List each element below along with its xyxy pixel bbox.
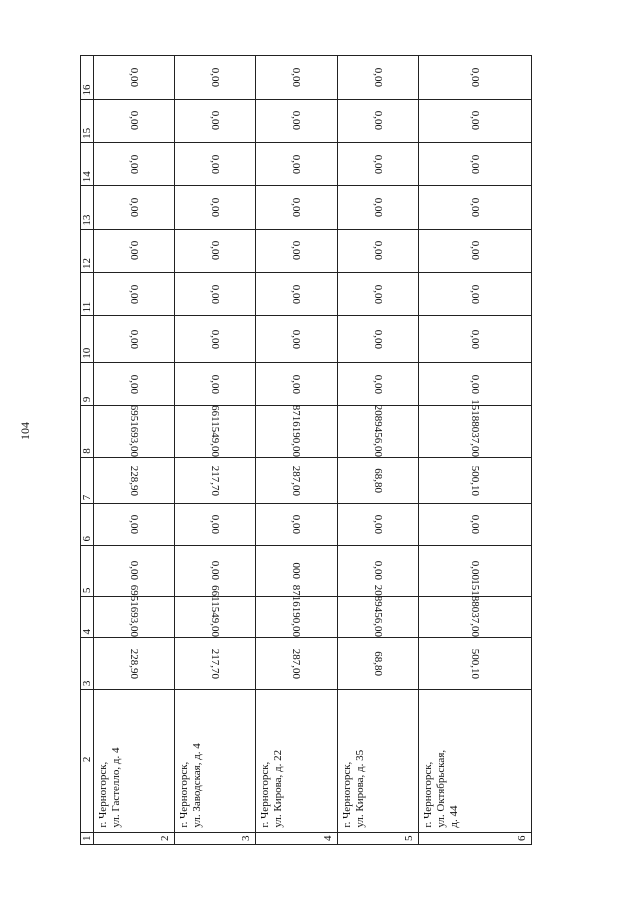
- value-cell: 0,00: [175, 186, 256, 229]
- value-cell: 217,70: [175, 457, 256, 503]
- address-cell: г. Черногорск, ул. Кирова, д. 22: [256, 690, 337, 833]
- column-header: 10: [81, 316, 94, 362]
- value-cell: 287,00: [256, 638, 337, 690]
- column-header: 13: [81, 186, 94, 229]
- value-cell: 0,00: [337, 99, 418, 142]
- data-table: [80, 55, 532, 845]
- value-cell: 0,00: [256, 229, 337, 272]
- column-header: 16: [81, 56, 94, 100]
- value-cell: 0,00: [337, 362, 418, 405]
- table-container: [80, 55, 532, 845]
- value-cell: 8716190,00: [256, 597, 337, 638]
- value-cell: 287,00: [256, 457, 337, 503]
- value-cell: 228,90: [94, 638, 175, 690]
- value-cell: 0,00: [94, 99, 175, 142]
- value-cell: 0,00: [337, 229, 418, 272]
- value-cell: 217,70: [175, 638, 256, 690]
- column-header: 2: [81, 690, 94, 833]
- value-cell: 0,00: [337, 545, 418, 597]
- value-cell: 0,00: [94, 316, 175, 362]
- value-cell: 0,00: [94, 545, 175, 597]
- column-header: 9: [81, 362, 94, 405]
- value-cell: 0,00: [418, 142, 531, 185]
- value-cell: 0,00: [175, 504, 256, 545]
- value-cell: 0,00: [337, 272, 418, 315]
- table-row: [94, 56, 175, 845]
- value-cell: 0,00: [418, 316, 531, 362]
- value-cell: 0,00: [418, 504, 531, 545]
- value-cell: 0,00: [418, 56, 531, 100]
- value-cell: 500,10: [418, 638, 531, 690]
- value-cell: 0,00: [94, 504, 175, 545]
- column-header: 3: [81, 638, 94, 690]
- column-header: 8: [81, 406, 94, 458]
- value-cell: 0,00: [418, 272, 531, 315]
- value-cell: 0,00: [175, 272, 256, 315]
- table-row: [337, 56, 418, 845]
- row-index: 6: [418, 832, 531, 844]
- value-cell: 0,00: [175, 316, 256, 362]
- value-cell: 0,00: [175, 362, 256, 405]
- column-header: 5: [81, 545, 94, 597]
- value-cell: 0,00: [337, 142, 418, 185]
- address-cell: г. Черногорск, ул. Октябрьская, д. 44: [418, 690, 531, 833]
- value-cell: 0,00: [256, 99, 337, 142]
- column-header: 4: [81, 597, 94, 638]
- value-cell: 0,00: [337, 56, 418, 100]
- value-cell: 0,00: [256, 186, 337, 229]
- value-cell: 0,00: [256, 316, 337, 362]
- column-header: 6: [81, 504, 94, 545]
- value-cell: 0,00: [256, 504, 337, 545]
- value-cell: 15188037,00: [418, 406, 531, 458]
- row-index: 3: [175, 832, 256, 844]
- address-cell: г. Черногорск, ул. Гастелло, д. 4: [94, 690, 175, 833]
- value-cell: 0,00: [337, 504, 418, 545]
- value-cell: 0,00: [94, 229, 175, 272]
- value-cell: 0,00: [256, 362, 337, 405]
- header-row: [81, 56, 94, 845]
- value-cell: 0,00: [418, 545, 531, 597]
- table-row: [175, 56, 256, 845]
- value-cell: 0,00: [94, 56, 175, 100]
- value-cell: 0,00: [175, 56, 256, 100]
- value-cell: 8716190,00: [256, 406, 337, 458]
- column-header: 7: [81, 457, 94, 503]
- address-cell: г. Черногорск, ул. Заводская, д. 4: [175, 690, 256, 833]
- address-cell: г. Черногорск, ул. Кирова, д. 35: [337, 690, 418, 833]
- value-cell: 6611549,00: [175, 406, 256, 458]
- value-cell: 0,00: [94, 142, 175, 185]
- value-cell: 6951693,00: [94, 406, 175, 458]
- column-header: 14: [81, 142, 94, 185]
- row-index: 4: [256, 832, 337, 844]
- value-cell: 15188037,00: [418, 597, 531, 638]
- row-index: 2: [94, 832, 175, 844]
- value-cell: 0,00: [418, 229, 531, 272]
- value-cell: 0,00: [418, 186, 531, 229]
- value-cell: 0,00: [418, 362, 531, 405]
- column-header: 1: [81, 832, 94, 844]
- value-cell: 500,10: [418, 457, 531, 503]
- value-cell: 0,00: [175, 142, 256, 185]
- value-cell: 0,00: [175, 545, 256, 597]
- value-cell: 2089456,00: [337, 597, 418, 638]
- value-cell: 6951693,00: [94, 597, 175, 638]
- value-cell: 0,00: [256, 56, 337, 100]
- value-cell: 000: [256, 545, 337, 597]
- value-cell: 228,90: [94, 457, 175, 503]
- value-cell: 0,00: [337, 186, 418, 229]
- column-header: 12: [81, 229, 94, 272]
- value-cell: 0,00: [175, 229, 256, 272]
- value-cell: 0,00: [175, 99, 256, 142]
- value-cell: 0,00: [337, 316, 418, 362]
- value-cell: 0,00: [94, 186, 175, 229]
- table-row: [256, 56, 337, 845]
- page-number: 104: [18, 422, 32, 440]
- column-header: 15: [81, 99, 94, 142]
- row-index: 5: [337, 832, 418, 844]
- value-cell: 0,00: [418, 99, 531, 142]
- value-cell: 0,00: [94, 362, 175, 405]
- value-cell: 0,00: [94, 272, 175, 315]
- value-cell: 68,80: [337, 638, 418, 690]
- column-header: 11: [81, 272, 94, 315]
- value-cell: 0,00: [256, 272, 337, 315]
- table-row: [418, 56, 531, 845]
- value-cell: 2089456,00: [337, 406, 418, 458]
- value-cell: 0,00: [256, 142, 337, 185]
- value-cell: 68,80: [337, 457, 418, 503]
- value-cell: 6611549,00: [175, 597, 256, 638]
